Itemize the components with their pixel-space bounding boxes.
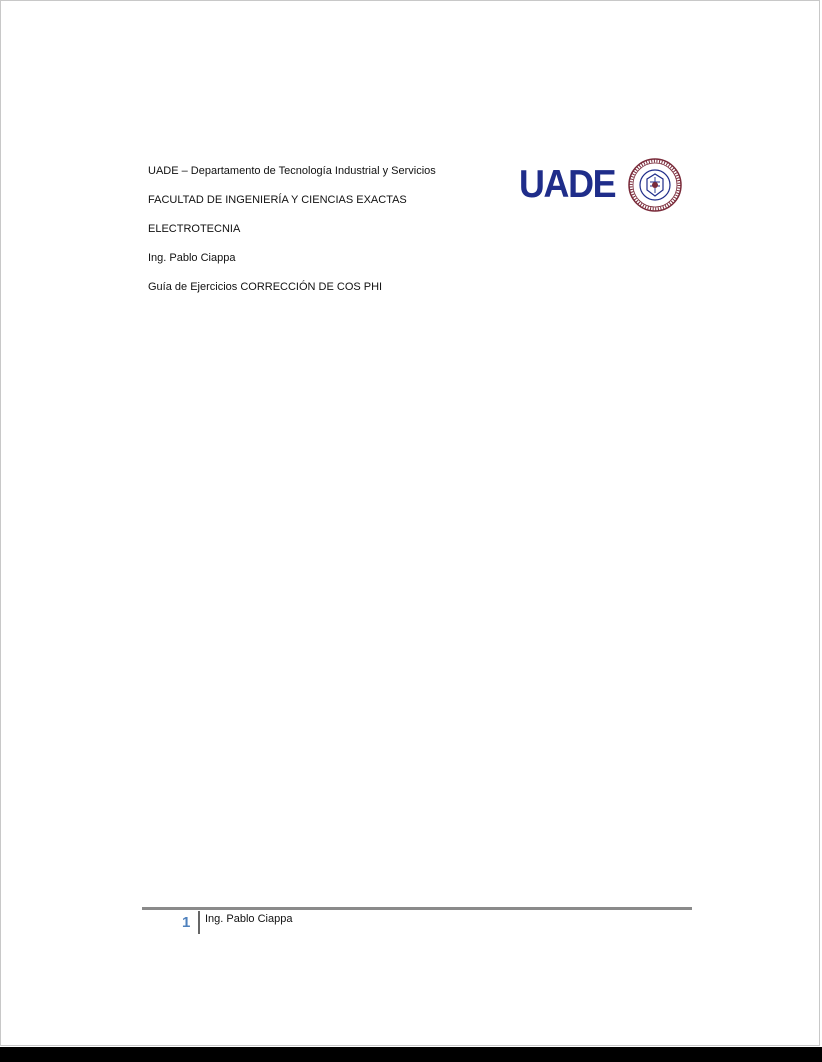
footer-author: Ing. Pablo Ciappa <box>205 913 293 925</box>
header-faculty: FACULTAD DE INGENIERÍA Y CIENCIAS EXACTAS <box>148 194 407 206</box>
footer-divider <box>198 911 200 934</box>
bottom-band <box>0 1047 822 1062</box>
uade-logo-text: UADE <box>519 163 616 206</box>
document-header <box>148 164 436 309</box>
header-guide-title: Guía de Ejercicios CORRECCIÓN DE COS PHI <box>148 281 383 293</box>
header-subject: ELECTROTECNIA <box>148 223 241 235</box>
uade-logo <box>517 157 679 215</box>
header-author: Ing. Pablo Ciappa <box>148 252 236 264</box>
university-seal-icon <box>627 157 683 213</box>
header-institution: UADE – Departamento de Tecnología Industrial y Servicios <box>148 165 436 177</box>
page-number: 1 <box>182 914 191 931</box>
footer-rule <box>142 907 692 910</box>
